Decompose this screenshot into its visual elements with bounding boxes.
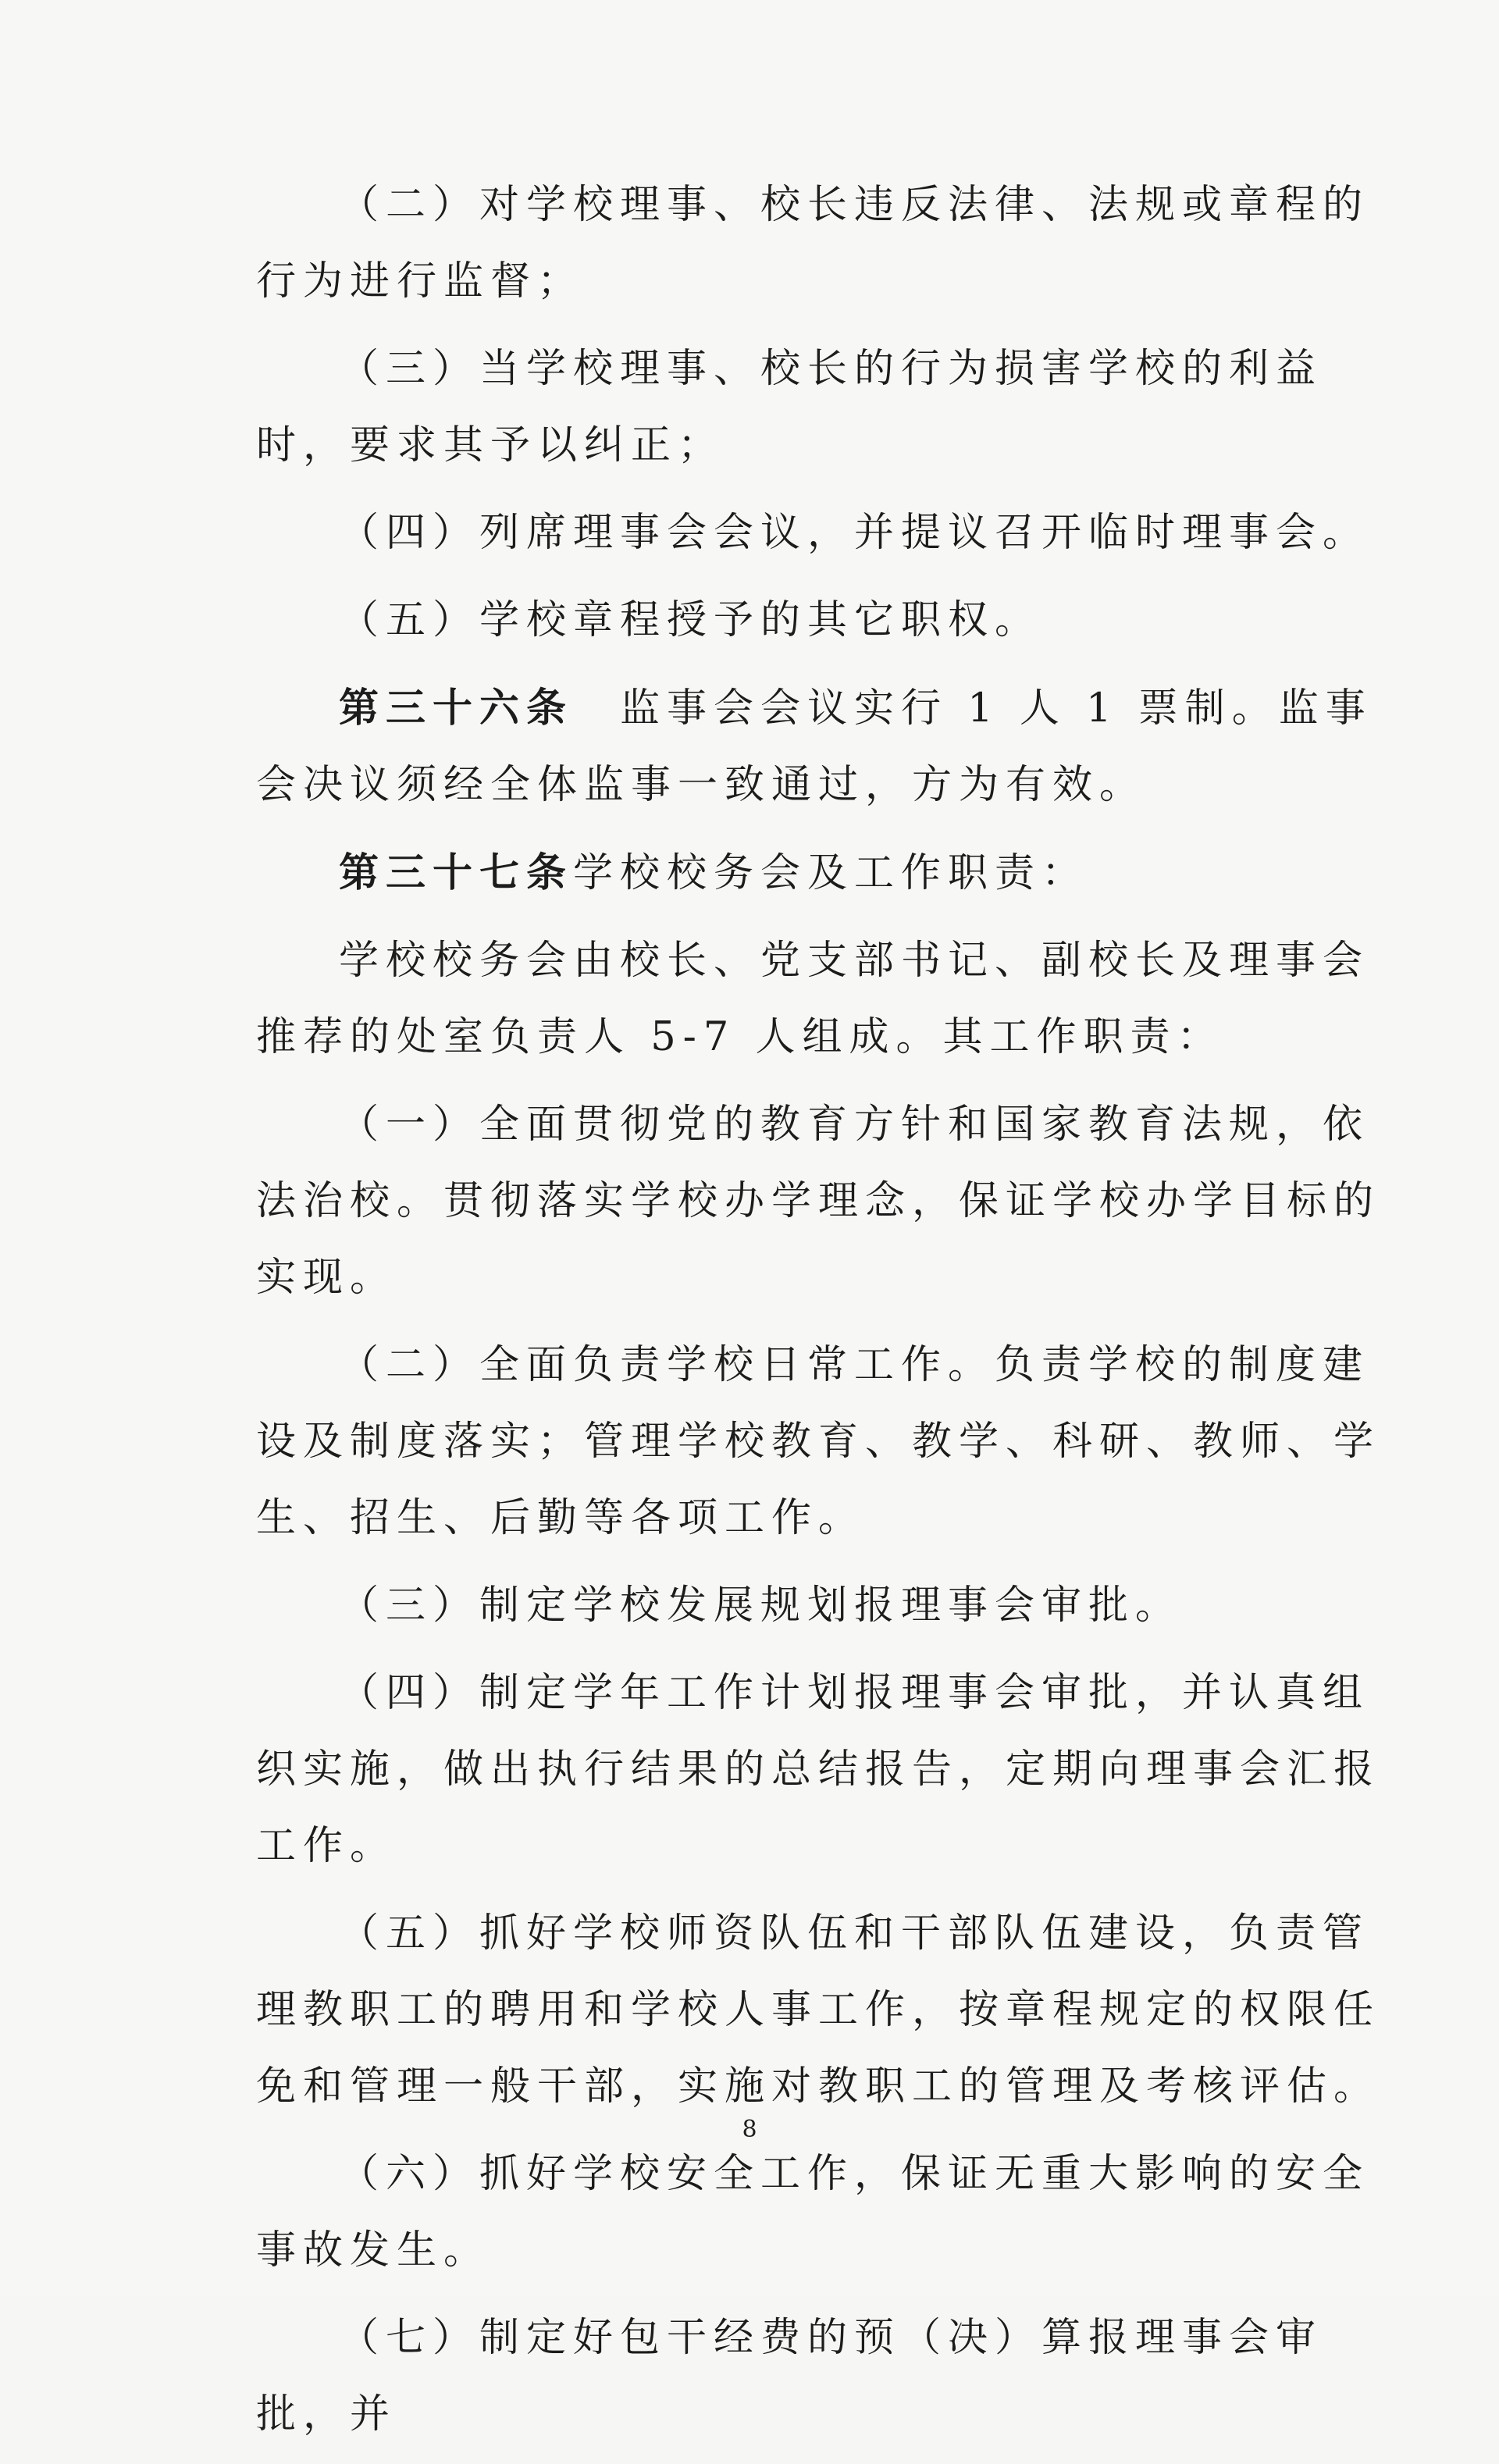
paragraph: （五）抓好学校师资队伍和干部队伍建设，负责管理教职工的聘用和学校人事工作，按章程规定的权限任免和管理一般干部，实施对教职工的管理及考核评估。 (256, 1910, 1381, 2110)
article-text: 学校校务会及工作职责： (573, 850, 1089, 896)
paragraph: （六）抓好学校安全工作，保证无重大影响的安全事故发生。 (256, 2151, 1370, 2274)
article-heading: 第三十七条 (339, 849, 574, 896)
paragraph: （五）学校章程授予的其它职权。 (339, 597, 1042, 643)
paragraph: （四）列席理事会会议，并提议召开临时理事会。 (339, 510, 1370, 556)
paragraph: （二）全面负责学校日常工作。负责学校的制度建设及制度落实；管理学校教育、教学、科研、教师、学生、招生、后勤等各项工作。 (256, 1342, 1381, 1541)
paragraph: （四）制定学年工作计划报理事会审批，并认真组织实施，做出执行结果的总结报告，定期向理事会汇报工作。 (256, 1670, 1381, 1869)
paragraph: （一）全面贯彻党的教育方针和国家教育法规，依法治校。贯彻落实学校办学理念，保证学校办学目标的实现。 (256, 1102, 1381, 1301)
paragraph: （三）当学校理事、校长的行为损害学校的利益时，要求其予以纠正； (256, 346, 1323, 468)
paragraph: （七）制定好包干经费的预（决）算报理事会审批，并 (256, 2315, 1323, 2437)
article-36 (256, 670, 1396, 824)
article-text: 监事会会议实行 1 人 1 票制。监事会决议须经全体监事一致通过，方为有效。 (256, 685, 1373, 808)
article-37 (256, 835, 1396, 912)
paragraph: 学校校务会由校长、党支部书记、副校长及理事会推荐的处室负责人 5-7 人组成。其工作职责： (256, 938, 1370, 1060)
page-number: 8 (742, 2116, 757, 2143)
paragraph: （二）对学校理事、校长违反法律、法规或章程的行为进行监督； (256, 182, 1370, 304)
paragraph: （三）制定学校发展规划报理事会审批。 (339, 1583, 1183, 1629)
article-heading: 第三十六条 (339, 685, 574, 732)
